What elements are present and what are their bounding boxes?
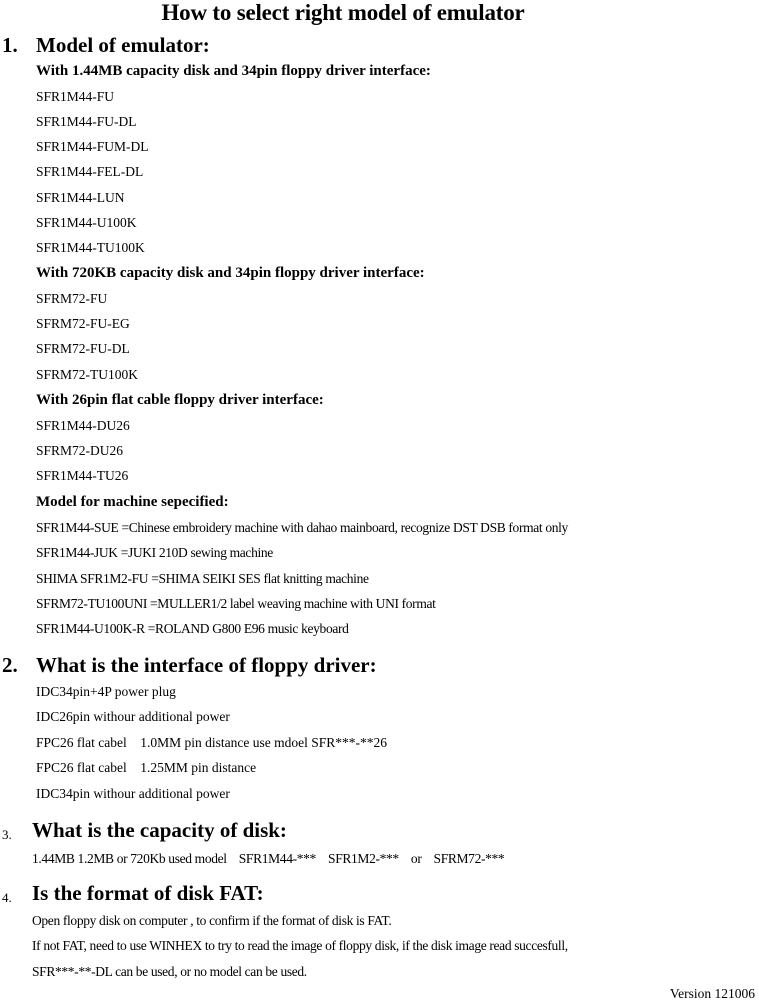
- interface-item: FPC26 flat cabel 1.0MM pin distance use mdoel SFR***-**26: [36, 735, 387, 750]
- model-item: SFR1M44-LUN: [36, 190, 125, 205]
- model-item: SFR1M44-U100K: [36, 215, 137, 230]
- group-26pin-subheading: With 26pin flat cable floppy driver interface:: [36, 392, 324, 408]
- section-1-heading: Model of emulator:: [36, 33, 210, 57]
- model-item: SFR1M44-FEL-DL: [36, 164, 144, 179]
- model-item: SFR1M44-TU100K: [36, 240, 145, 255]
- section-4-number: 4.: [2, 890, 12, 905]
- model-item: SFR1M44-DU26: [36, 418, 130, 433]
- interface-item: IDC34pin withour additional power: [36, 786, 230, 801]
- fat-format-item: If not FAT, need to use WINHEX to try to read the image of floppy disk, if the disk image read succesfull,: [32, 938, 568, 953]
- group-machine-specified-subheading: Model for machine sepecified:: [36, 494, 229, 510]
- capacity-item: 1.44MB 1.2MB or 720Kb used model SFR1M44-*** SFR1M2-*** or SFRM72-***: [32, 851, 505, 866]
- section-3-number: 3.: [2, 827, 12, 842]
- group-1-44mb-subheading: With 1.44MB capacity disk and 34pin floppy driver interface:: [36, 63, 431, 79]
- model-item: SFRM72-FU-EG: [36, 316, 130, 331]
- interface-item: IDC34pin+4P power plug: [36, 684, 176, 699]
- group-720kb-subheading: With 720KB capacity disk and 34pin floppy driver interface:: [36, 265, 425, 281]
- interface-item: FPC26 flat cabel 1.25MM pin distance: [36, 760, 257, 775]
- section-2-number: 2.: [2, 653, 18, 677]
- machine-model-item: SFR1M44-JUK =JUKI 210D sewing machine: [36, 545, 273, 560]
- machine-model-item: SFR1M44-SUE =Chinese embroidery machine with dahao mainboard, recognize DST DSB format only: [36, 520, 568, 535]
- machine-model-item: SFR1M44-U100K-R =ROLAND G800 E96 music keyboard: [36, 621, 349, 636]
- section-3-heading: What is the capacity of disk:: [32, 818, 287, 842]
- fat-format-item: SFR***-**-DL can be used, or no model can be used.: [32, 964, 307, 979]
- section-4-heading: Is the format of disk FAT:: [32, 881, 264, 905]
- model-item: SFRM72-FU-DL: [36, 341, 130, 356]
- page-title: How to select right model of emulator: [161, 0, 525, 25]
- fat-format-item: Open floppy disk on computer , to confirm if the format of disk is FAT.: [32, 913, 392, 928]
- model-item: SFR1M44-FU-DL: [36, 114, 137, 129]
- model-item: SFR1M44-FUM-DL: [36, 139, 149, 154]
- section-1-number: 1.: [2, 33, 18, 57]
- interface-item: IDC26pin withour additional power: [36, 709, 230, 724]
- model-item: SFRM72-TU100K: [36, 367, 139, 382]
- model-item: SFRM72-FU: [36, 291, 108, 306]
- section-2-heading: What is the interface of floppy driver:: [36, 653, 377, 677]
- machine-model-item: SFRM72-TU100UNI =MULLER1/2 label weaving machine with UNI format: [36, 596, 436, 611]
- model-item: SFR1M44-TU26: [36, 468, 129, 483]
- version-label: Version 121006: [669, 986, 755, 1001]
- model-item: SFR1M44-FU: [36, 89, 115, 104]
- model-item: SFRM72-DU26: [36, 443, 124, 458]
- machine-model-item: SHIMA SFR1M2-FU =SHIMA SEIKI SES flat knitting machine: [36, 571, 369, 586]
